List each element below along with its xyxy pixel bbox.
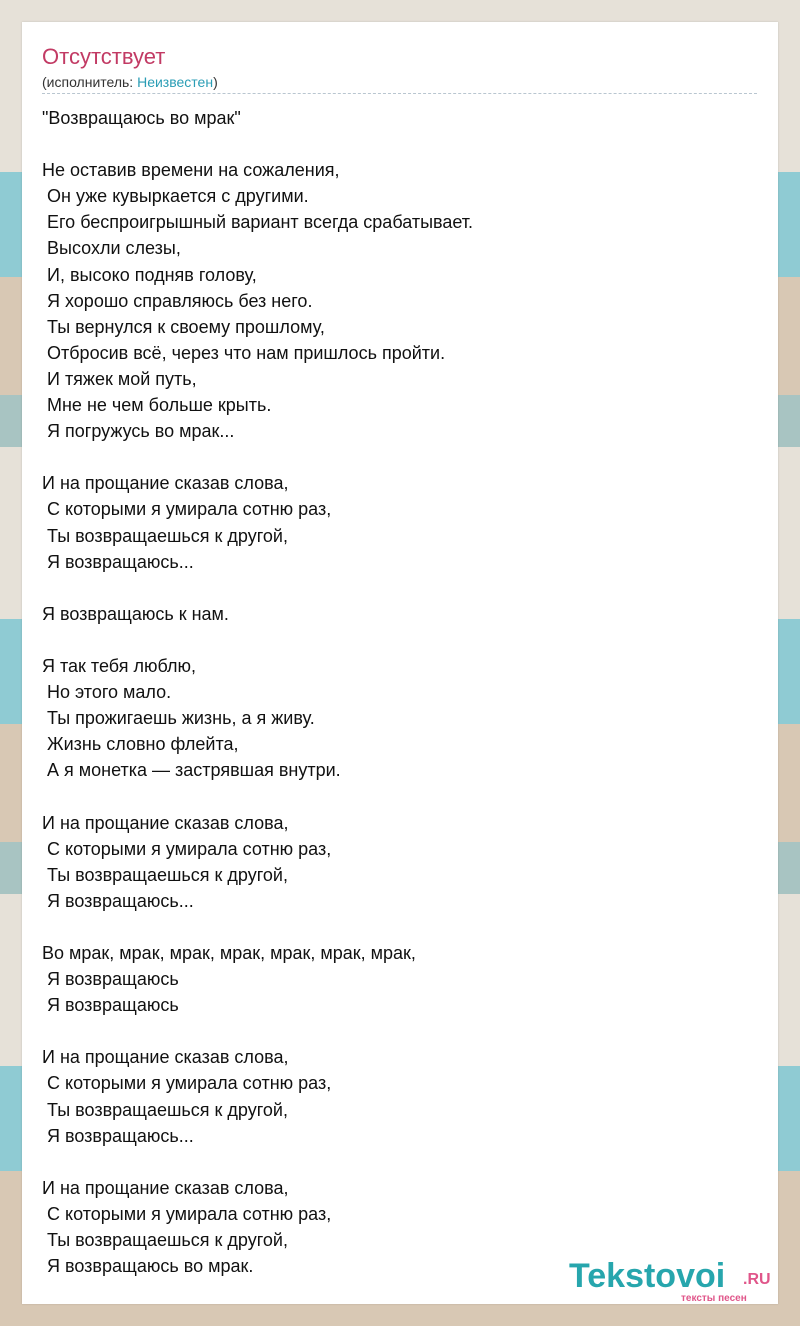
lyrics-text: "Возвращаюсь во мрак" Не оставив времени на сожаления, Он уже кувыркается с другими. Его беспроигрышный вариант всегда срабатывает. Высохли слезы, И, высоко подняв голову, Я хорошо справляюсь без него. Ты вернулся к своему прошлому, Отбросив всё, через что нам пришлось пройти. И тяжек мой путь, Мне не чем больше крыть. Я погружусь во мрак... И на прощание сказав слова, С которыми я умирала сотню раз, Ты возвращаешься к другой, Я возвращаюсь... Я возвращаюсь к нам. Я так тебя люблю, Но этого мало. Ты прожигаешь жизнь, а я живу. Жизнь словно флейта, А я монетка — застрявшая внутри. И на прощание сказав слова, С которыми я умирала сотню раз, Ты возвращаешься к другой, Я возвращаюсь... Во мрак, мрак, мрак, мрак, мрак, мрак, мрак, Я возвращаюсь Я возвращаюсь И на прощание сказав слова, С которыми я умирала сотню раз, Ты возвращаешься к другой, Я возвращаюсь... И на прощание сказав слова, С которыми я умирала сотню раз, Ты возвращаешься к другой, Я возвращаюсь во мрак.: [42, 108, 474, 1277]
lyrics-card: [22, 22, 778, 1304]
artist-link[interactable]: Неизвестен: [137, 74, 214, 90]
artist-line: [42, 73, 218, 91]
artist-suffix: ): [213, 74, 218, 90]
site-logo[interactable]: [569, 1256, 779, 1306]
logo-wordmark: Tekstovoi: [569, 1257, 726, 1295]
dashed-divider: [42, 93, 757, 94]
artist-prefix: (исполнитель:: [42, 74, 138, 90]
logo-tagline: тексты песен: [681, 1293, 747, 1304]
logo-domain: .RU: [743, 1271, 771, 1288]
song-title: Отсутствует: [42, 44, 166, 69]
